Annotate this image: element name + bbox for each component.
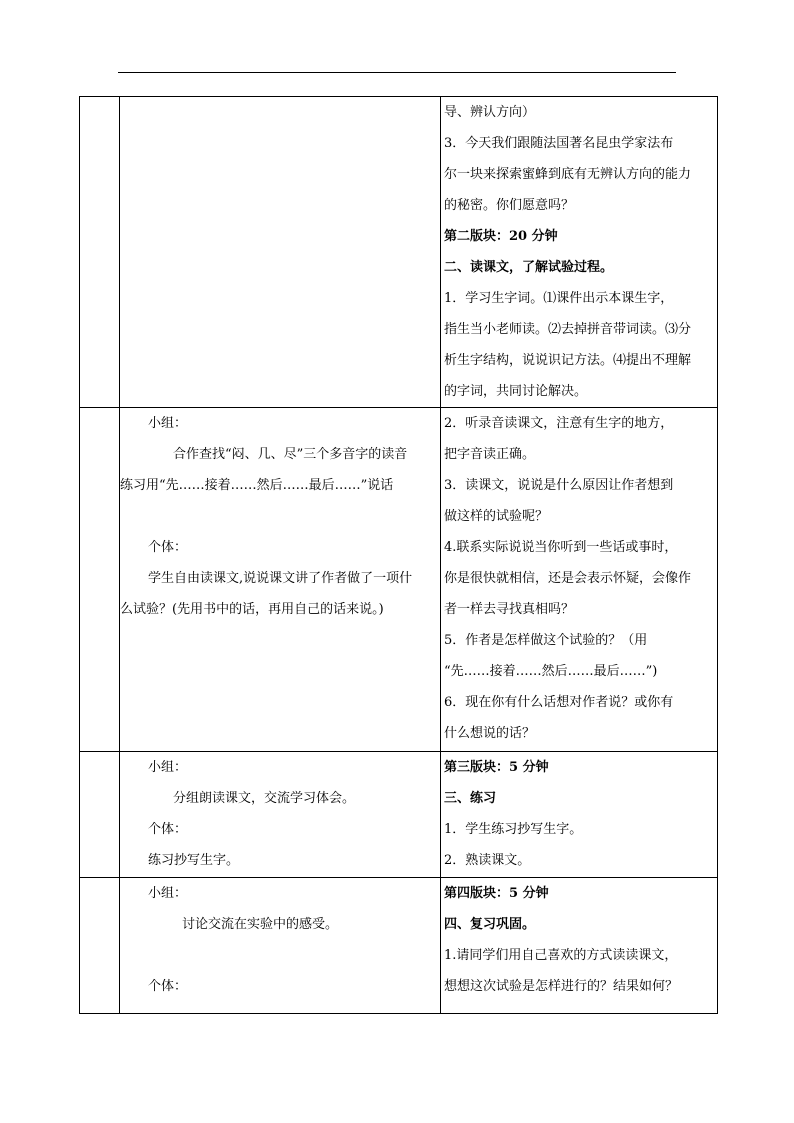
teacher-activity-cell [441, 878, 718, 1014]
teacher-activity-cell [441, 97, 718, 408]
teacher-line: 什么想说的话？ [444, 726, 536, 741]
student-activity-cell [120, 408, 441, 752]
teacher-line: 指生当小老师读。⑵去掉拼音带词读。⑶分 [444, 322, 692, 337]
table-row [80, 97, 718, 408]
student-line: 练习抄写生字。 [148, 853, 240, 868]
teacher-line: 的字词，共同讨论解决。 [444, 384, 588, 399]
student-line [120, 940, 440, 971]
teacher-line: “先……接着……然后……最后……”) [444, 664, 658, 679]
table-row [80, 752, 718, 878]
teacher-line: 1．学生练习抄写生字。 [444, 822, 583, 837]
lesson-plan-table [79, 96, 718, 1014]
student-activity-cell [120, 878, 441, 1014]
teacher-activity-cell [441, 408, 718, 752]
teacher-line: 析生字结构，说说识记方法。⑷提出不理解 [444, 353, 692, 368]
student-line: 小组： [148, 416, 188, 431]
section-heading: 第三版块：5 分钟 [444, 760, 549, 775]
header-rule [118, 72, 676, 73]
teacher-line: 6．现在你有什么话想对作者说？或你有 [444, 695, 674, 710]
student-activity-cell [120, 97, 441, 408]
teacher-line: 者一样去寻找真相吗？ [444, 602, 575, 617]
teacher-line: 1．学习生字词。⑴课件出示本课生字， [444, 291, 674, 306]
student-line: 合作查找“闷、几、尽”三个多音字的读音 [173, 447, 408, 462]
margin-cell [80, 408, 120, 752]
section-heading: 二、读课文，了解试验过程。 [444, 260, 614, 275]
teacher-line: 5．作者是怎样做这个试验的？（用 [444, 633, 648, 648]
teacher-line: 2．听录音读课文，注意有生字的地方， [444, 416, 674, 431]
teacher-line: 3．读课文，说说是什么原因让作者想到 [444, 478, 674, 493]
section-heading: 第二版块：20 分钟 [444, 229, 558, 244]
section-heading: 三、练习 [444, 791, 497, 806]
student-line: 学生自由读课文,说说课文讲了作者做了一项什 [148, 571, 413, 586]
teacher-line: 1.请同学们用自己喜欢的方式读读课文， [444, 948, 678, 963]
teacher-line: 2．熟读课文。 [444, 853, 531, 868]
margin-cell [80, 97, 120, 408]
student-line: 小组： [148, 760, 188, 775]
student-activity-cell [120, 752, 441, 878]
teacher-line: 的秘密。你们愿意吗？ [444, 198, 575, 213]
teacher-line: 想想这次试验是怎样进行的？结果如何？ [444, 979, 679, 994]
student-line: 讨论交流在实验中的感受。 [182, 917, 339, 932]
student-line: 个体： [148, 822, 188, 837]
teacher-activity-cell [441, 752, 718, 878]
table-row [80, 408, 718, 752]
margin-cell [80, 752, 120, 878]
student-line: 小组： [148, 886, 188, 901]
student-line: 么试验？(先用书中的话，再用自己的话来说。) [120, 602, 384, 617]
teacher-line: 把字音读正确。 [444, 447, 536, 462]
teacher-line: 尔一块来探索蜜蜂到底有无辨认方向的能力 [444, 167, 692, 182]
section-heading: 四、复习巩固。 [444, 917, 536, 932]
student-line [120, 501, 440, 532]
student-line: 分组朗读课文，交流学习体会。 [173, 791, 356, 806]
teacher-line: 你是很快就相信，还是会表示怀疑，会像作 [444, 571, 692, 586]
teacher-line: 做这样的试验呢？ [444, 509, 549, 524]
section-heading: 第四版块：5 分钟 [444, 886, 549, 901]
teacher-line: 4.联系实际说说当你听到一些话或事时， [444, 540, 678, 555]
teacher-line: 导、辨认方向） [444, 105, 536, 120]
student-line: 个体： [148, 540, 188, 555]
table-row [80, 878, 718, 1014]
student-line: 个体： [148, 979, 188, 994]
student-line: 练习用“先……接着……然后……最后……”说话 [120, 478, 394, 493]
teacher-line: 3．今天我们跟随法国著名昆虫学家法布 [444, 136, 674, 151]
margin-cell [80, 878, 120, 1014]
